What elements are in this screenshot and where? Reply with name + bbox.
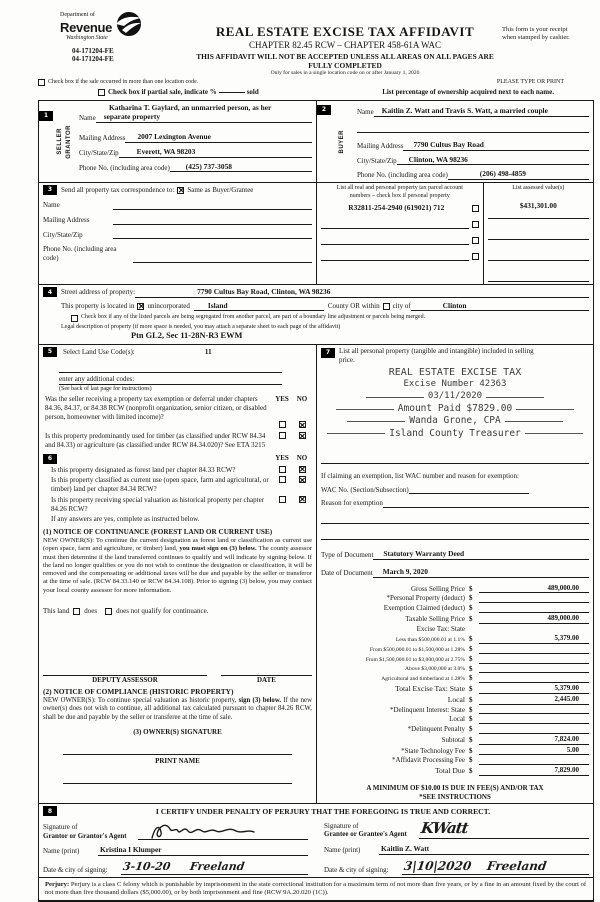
see-back-note: (See back of last page for instructions) [59,385,152,392]
buyer-mailing-value: 7790 Cultus Bay Road [413,139,484,149]
delinquent-penalty-label: *Delinquent Penalty [407,725,465,734]
buyer-phone-field[interactable] [448,169,589,180]
s6-q1-no-checkbox[interactable] [299,466,306,473]
rate-5-label: Agricultural and timberland at 1.28% [381,676,465,683]
grantee-signature-field[interactable] [419,819,589,839]
tax-correspondence-section [39,183,316,284]
certify-statement: I CERTIFY UNDER PENALTY OF PERJURY THAT THE FOREGOING IS TRUE AND CORRECT. [155,806,491,816]
delinquent-interest-local-value [479,716,589,724]
assessed-value-header: List assessed value(s) [512,185,565,192]
seller-side-label: SELLER [57,128,63,156]
affidavit-processing-fee-label: *Affidavit Processing Fee [392,756,465,765]
seller-csz-value: Everett, WA 98203 [136,146,196,156]
s6-q1-yes-checkbox[interactable] [279,466,286,473]
s5-q2-yes-checkbox[interactable] [279,432,286,439]
county-value: Island [207,300,228,310]
grantor-signature-block [43,823,308,875]
segregated-checkbox[interactable] [71,315,78,322]
parcel-1-personal-checkbox[interactable] [472,205,479,212]
parcel-header-line2: numbers – check box if personal property [349,192,450,199]
street-address-value: 7790 Cultus Bay Road, Clinton, WA 98236 [197,286,331,296]
grantor-side-label: GRANTOR [65,124,72,159]
section-2-box: 2 [317,105,331,115]
form-number-2: 04-171204-FE [72,55,114,64]
corr-mailing-field[interactable] [113,217,312,225]
personal-property-label-2: price. [339,355,355,364]
section-5-box: 5 [43,347,57,357]
reason-field[interactable] [383,500,589,508]
s5-q1-no-checkbox[interactable] [299,421,306,428]
rate-3-label: From $1,500,000.01 to $3,000,000 at 2.75% [365,656,465,663]
rate-2-value [479,646,589,654]
assessed-3-line[interactable] [488,253,589,261]
total-excise-local-label: Local [447,695,465,705]
this-land-label: This land [43,606,70,615]
multi-location-checkbox[interactable] [38,79,45,86]
continuance-body-2: The county assessor must then determine if the land transferred continues to qualify and will indicate by signing below. If the land no longer qualifies or you do not wish to continue the designation or classification, it will be removed and the compensating or additional taxes will be due and payable by the seller or transferor at the time of sale. (RCW 84.33.140 or RCW 84.34.108). Prior to signing (3) below, you may contact your local county assessor for more information. [43,545,312,594]
seller-phone-label: Phone No. (including area code) [79,163,170,172]
total-excise-state-value: 5,379.00 [479,684,589,694]
s6-q3-no-checkbox[interactable] [299,496,306,503]
grantee-date-value: 3|10|2020 [403,858,473,873]
assessed-2-line[interactable] [488,232,589,240]
logo-dept-text: Department of [60,12,95,19]
state-technology-fee-label: *State Technology Fee [401,746,465,755]
buyer-name-label: Name [357,108,374,117]
personal-property-deduct-label: *Personal Property (deduct) [386,594,465,603]
treasurer-stamp [321,366,589,439]
s6-q2-text: Is this property classified as current use (open space, farm and agricultural, or timber) land per chapter 84.34 RCW? [51,476,269,494]
assessed-value-1: $431,301.00 [519,200,557,210]
additional-codes-label: enter any additional codes: [59,374,135,383]
seller-csz-label: City/State/Zip [79,148,119,157]
type-of-document-label: Type of Document [321,551,374,560]
does-not-label: does not qualify for continuance. [116,606,209,615]
does-not-qualify-checkbox[interactable] [105,608,112,615]
buyer-csz-value: Clinton, WA 98236 [408,154,468,164]
buyer-phone-value: (206) 498-4859 [479,169,526,179]
stamp-line-6: Island County Treasurer [389,427,521,439]
rate-3-value [479,656,589,664]
grantor-date-value: 3-10-20 [122,860,172,874]
buyer-mailing-field[interactable] [403,140,589,151]
assessed-4-line[interactable] [488,274,589,282]
form-warning: THIS AFFIDAVIT WILL NOT BE ACCEPTED UNLESS ALL AREAS ON ALL PAGES ARE FULLY COMPLETED [196,51,494,70]
buyer-side-label: BUYER [339,129,346,154]
city-field[interactable] [411,301,589,312]
grantor-date-label: Date & city of signing: [43,866,108,875]
owners-signature-line[interactable] [63,747,292,755]
partial-sale-sold: sold [246,88,259,97]
personal-property-label-1: List all personal property (tangible and intangible) included in selling [339,346,534,355]
perjury-notice [39,877,593,901]
partial-sale-checkbox[interactable] [98,89,105,96]
parcel-1-value: R32811-254-2940 (619021) 712 [348,203,445,213]
section-1-box: 1 [39,111,53,121]
grantee-signature-value: KWatt [419,819,469,838]
seller-name-field[interactable] [96,112,312,123]
subtotal-value: 7,824.00 [479,735,589,745]
corr-csz-field[interactable] [113,231,312,239]
property-address-section [39,284,593,344]
grantee-date-label: Date & city of signing: [324,866,389,875]
dor-swoosh-icon [114,10,144,38]
s6-q3-yes-checkbox[interactable] [279,496,286,503]
buyer-mailing-label: Mailing Address [357,141,404,150]
delinquent-interest-state-label: *Delinquent Interest: State [389,705,465,714]
form-number-1: 04-171204-FE [72,46,114,55]
partial-sale-percent-field[interactable] [219,92,245,93]
subtotal-label: Subtotal [441,735,465,744]
unincorporated-label: unincorporated [147,301,190,310]
section-4-box: 4 [43,287,57,297]
continuance-body-1: NEW OWNER(S): To continue the current designation as forest land or classification as current use (open space, farm and agriculture, or timber) land, [43,537,312,553]
land-use-label: Select Land Use Code(s): [63,347,135,356]
stamp-line-5: Wanda Grone, CPA [409,415,501,427]
grantor-print-label: Name (print) [43,847,80,856]
date-of-document-field[interactable] [373,567,589,578]
s6-q2-yes-checkbox[interactable] [279,476,286,483]
delinquent-penalty-value [479,726,589,734]
compliance-title: (2) NOTICE OF COMPLIANCE (HISTORIC PROPERTY) [43,687,234,697]
print-name-line[interactable] [63,776,292,784]
parcel-4-field[interactable] [321,253,469,261]
s5-yes-header: YES [275,395,289,404]
s5-q2-no-checkbox[interactable] [299,432,306,439]
grantee-city-value: Freeland [486,858,548,873]
section-6-box: 6 [43,454,57,464]
continuance-body-bold: you must sign on (3) below. [179,545,257,553]
same-as-buyer-label: Same as Buyer/Grantee [187,185,254,194]
seller-phone-field[interactable] [170,162,312,173]
city-value: Clinton [442,300,467,310]
assessed-1-line[interactable] [488,211,589,219]
rate-1-value: 5,379.00 [479,634,589,644]
grantee-sig-label-1: Signature of [324,821,359,830]
grantee-print-label: Name (print) [324,846,361,855]
s5-no-header: NO [296,395,308,404]
buyer-name-field[interactable] [374,106,589,117]
city-of-label: city of [392,301,411,310]
corr-name-label: Name [43,201,60,210]
county-or-label: County OR within [327,301,380,310]
buyer-phone-label: Phone No. (including area code) [357,171,448,180]
rate-4-label: Above $3,000,000 at 3.0% [405,666,465,673]
legal-description-value: Ptn GL2, Sec 11-28N-R3 EWM [131,331,243,341]
multi-location-label: Check box if the sale occurred in more than one location code. [48,78,199,85]
dor-logo [38,10,188,64]
compliance-body-2: If the new owner(s) does not wish to continue, all additional tax calculated pursuant to chapter 84.26 RCW, shall be due and payable by the seller or transferee at the time of sale. [43,696,312,721]
seller-name-label: Name [79,114,96,123]
compliance-body-1: NEW OWNER(S): To continue special valuation as historic property, [43,696,239,704]
land-use-section [39,345,316,803]
s6-q3-text: Is this property receiving special valuation as historical property per chapter 84.26 RCW? [51,495,265,513]
perjury-body: Perjury is a class C felony which is punishable by imprisonment in the state correctional institution for a maximum term of not more than five years, or by a fine in an amount fixed by the court of not more than five thousand dollars ($5,000.00), or by both imprisonment and fine (RCW 9A.20.020 (1C)). [45,880,587,897]
street-address-field[interactable] [135,287,589,298]
s6-q1-text: Is this property designated as forest land per chapter 84.33 RCW? [51,465,236,474]
stamp-line-2: Excise Number 42363 [403,379,507,390]
header [38,10,594,77]
seller-mailing-field[interactable] [125,132,312,143]
grantor-sig-label-1: Signature of [43,822,78,831]
exemption-claimed-label: Exemption Claimed (deduct) [383,604,465,613]
street-address-label: Street address of property: [61,287,136,296]
delinquent-interest-state-value [479,706,589,714]
land-use-line[interactable] [59,365,282,373]
exemption-claimed-value [479,605,589,613]
receipt-note-line1: This form is your receipt [502,26,568,33]
perjury-lead: Perjury: [45,880,70,888]
s5-q1-yes-checkbox[interactable] [279,421,286,428]
form-title: REAL ESTATE EXCISE TAX AFFIDAVIT [215,24,475,39]
deputy-assessor-label: DEPUTY ASSESSOR [92,675,158,684]
buyer-name-value: Kaitlin Z. Watt and Travis S. Watt, a married couple [381,106,548,116]
parcel-2-personal-checkbox[interactable] [472,221,479,228]
parcel-2-field[interactable] [321,221,469,229]
corr-csz-label: City/State/Zip [43,230,83,239]
grantor-signature-field[interactable] [138,832,308,840]
s6-yes-header: YES [275,453,289,462]
please-type-print: PLEASE TYPE OR PRINT [496,78,564,85]
continuance-title: (1) NOTICE OF CONTINUANCE (FOREST LAND OR CURRENT USE) [43,528,273,537]
minimum-note-line1: A MINIMUM OF $10.00 IS DUE IN FEE(S) AND/OR TAX [366,783,544,792]
compliance-body-bold: sign (3) below. [238,696,282,704]
taxable-selling-price-value: 489,000.00 [479,614,589,624]
grantee-sig-label-2: Grantee or Grantee's Agent [324,830,407,839]
corr-name-field[interactable] [113,202,312,210]
grantee-print-value: Kaitlin Z. Watt [381,844,430,854]
grantor-signature-scribble [148,820,258,842]
total-due-value: 7,829.00 [479,766,589,776]
grantor-print-value: Kristina I Klumper [100,845,162,855]
s6-q2-no-checkbox[interactable] [299,476,306,483]
land-use-value: 11 [204,347,212,357]
print-name-label: PRINT NAME [155,756,200,765]
seller-csz-field[interactable] [119,147,312,158]
section-8-box: 8 [43,806,57,816]
taxable-selling-price-label: Taxable Selling Price [405,614,465,623]
located-in-label: This property is located in [61,301,135,310]
excise-tax-state-header: Excise Tax: State [416,624,465,633]
personal-property-deduct-value [479,595,589,603]
parcel-section [316,183,593,284]
reason-extra-line-2[interactable] [321,532,589,540]
date-of-document-value: March 9, 2020 [382,566,428,576]
form-subtitle: CHAPTER 82.45 RCW – CHAPTER 458-61A WAC [249,40,441,51]
grantee-print-field[interactable] [379,844,589,855]
s5-q1-text: Was the seller receiving a property tax exemption or deferral under chapters 84.36, 84.37, or 84.38 RCW (nonprofit organization, senior citizen, or disabled person, homeowner with limited income)? [45,395,267,421]
seller-phone-value: (425) 737-3058 [185,161,232,171]
rate-2-label: From $500,000.01 to $1,500,000 at 1.28% [369,646,465,653]
type-of-document-value: Statutory Warranty Deed [383,549,465,559]
stamp-line-4: Amount Paid $7829.00 [397,402,513,414]
wac-field[interactable] [409,486,529,494]
seller-section [39,101,316,182]
owners-signature-label: (3) OWNER(S) SIGNATURE [133,728,222,737]
tax-computation-section: 7 List all personal property (tangible and intangible) included in selling price. REAL ESTATE EXCISE TAX Excise Number 42363 03/11/2020 Amount Paid $7829.00 Wanda Grone, CPA Island County Treasurer If claiming an exemption, list WAC number and reason for exemption: WAC No. (Section/Subsection) Reason for exemption Type of Document Statutory Warranty Deed Date of Document March 9, 2020 Gross Selling Price $ 489,000.00 *Personal Property (deduct) $ Exemption Claimed (deduct) $ Taxable Selling Price $ 489,000.00 Excise Tax: State Less than $500,000.01 at 1.1% $ 5,379.00 From $500,000.01 to $1,500,000 at 1.28% $ From $1,500,000.01 to $3,000,000 at 2.75% $ Above $3,000,000 at 3.0% $ Agricultural and timberland at 1.28% $ Total Excise Tax: State $ 5,379.00 Local $ 2,445.00 *Delinquent Interest: State $ Local $ *Delinquent Penalty $ Subtotal $ 7,824.00 *State Technology Fee $ 5.00 *Affidavit Processing Fee $ Total Due $ 7,829.00 A MINIMUM OF $10.00 IS DUE IN FEE(S) AND/OR TAX *SEE INSTRUCTIONS [316,345,593,803]
reason-label: Reason for exemption [321,499,383,508]
legal-description-label: Legal description of property (if more space is needed, you may attach a separate sheet to each page of the affidavit) [61,323,341,330]
deputy-assessor-sign-line[interactable] [43,668,207,676]
certification-section [39,803,593,877]
county-field[interactable] [194,301,324,312]
city-checkbox[interactable] [383,303,390,310]
corr-phone-label: Phone No. (including area code) [43,245,117,263]
rate-4-value [479,665,589,673]
delinquent-interest-local-label: Local [449,715,465,724]
does-qualify-checkbox[interactable] [73,608,80,615]
stamp-line-3: 03/11/2020 [427,391,483,402]
date-of-document-label: Date of Document [321,568,373,577]
seller-mailing-label: Mailing Address [79,134,126,143]
s5-q2-text: Is this property predominantly used for timber (as classified under RCW 84.34 and 84.33) or agriculture (as classified under RCW 84.34.020)? See ETA 3215 [45,432,266,449]
does-label: does [84,606,98,615]
wac-label: WAC No. (Section/Subsection) [321,485,409,494]
receipt-note-line2: when stamped by cashier. [502,34,570,42]
segregated-label: Check box if any of the listed parcels are being segregated from another parcel, are part of a boundary line adjustment or parcels being merged. [81,314,426,321]
parcel-header-line1: List all real and personal property tax parcel account [336,185,463,192]
total-excise-local-value: 2,445.00 [479,695,589,705]
stamp-line-1: REAL ESTATE EXCISE TAX [388,367,522,379]
logo-state-text: Washington State [66,35,108,41]
grantee-signature-block [324,819,589,875]
minimum-note-line2: *SEE INSTRUCTIONS [419,792,491,801]
rate-5-value [479,675,589,683]
same-as-buyer-checkbox[interactable] [177,187,184,194]
parcel-3-personal-checkbox[interactable] [472,237,479,244]
total-excise-state-label: Total Excise Tax: State [395,684,465,694]
if-yes-note: If any answers are yes, complete as instructed below. [51,515,200,524]
seller-name-line1: Katharina T. Gaylard, an unmarried person, as her [109,103,272,113]
parcel-3-field[interactable] [321,237,469,245]
section-3-box: 3 [43,185,57,195]
single-location-note: Only for sales in a single location code on or after January 1, 2020 [270,70,420,76]
ownership-note: List percentage of ownership acquired next to each name. [382,88,554,97]
gross-selling-price-value: 489,000.00 [479,584,589,594]
buyer-csz-label: City/State/Zip [357,156,397,165]
buyer-csz-field[interactable] [397,155,589,166]
grantor-print-field[interactable] [98,845,308,856]
seller-mailing-value: 2007 Lexington Avenue [137,132,211,142]
s6-no-header: NO [296,453,308,462]
section-7-box: 7 [321,348,335,358]
exemption-note: If claiming an exemption, list WAC number and reason for exemption: [321,471,519,480]
deputy-date-label: DATE [256,675,276,684]
grantee-date-field[interactable] [402,859,589,875]
deputy-date-line[interactable] [221,668,312,676]
rate-1-label: Less than $500,000.01 at 1.1% [395,637,465,644]
affidavit-processing-fee-value [479,757,589,765]
grantor-city-value: Freeland [189,860,246,874]
logo-revenue-text: Revenue [60,19,113,35]
type-of-document-field[interactable] [373,549,589,560]
unincorporated-checkbox[interactable] [137,303,144,310]
seller-name-line2: separate property [103,112,161,122]
send-correspondence-label: Send all property tax correspondence to: [61,185,175,194]
corr-mailing-label: Mailing Address [43,215,90,224]
forest-land-section [43,454,312,464]
grantor-date-field[interactable] [121,860,308,875]
additional-codes-field[interactable] [59,375,282,385]
buyer-section [316,101,593,182]
partial-sale-label: Check box if partial sale, indicate % [108,88,217,97]
total-due-label: Total Due [434,766,465,776]
reason-extra-line-1[interactable] [321,516,589,524]
state-technology-fee-value: 5.00 [479,746,589,756]
corr-phone-field[interactable] [133,255,312,263]
personal-property-blank-line[interactable] [321,456,589,464]
buyer-name-extra-line[interactable] [357,125,589,133]
grantor-sig-label-2: Grantor or Grantor's Agent [43,831,127,840]
gross-selling-price-label: Gross Selling Price [410,584,465,593]
parcel-4-personal-checkbox[interactable] [472,253,479,260]
